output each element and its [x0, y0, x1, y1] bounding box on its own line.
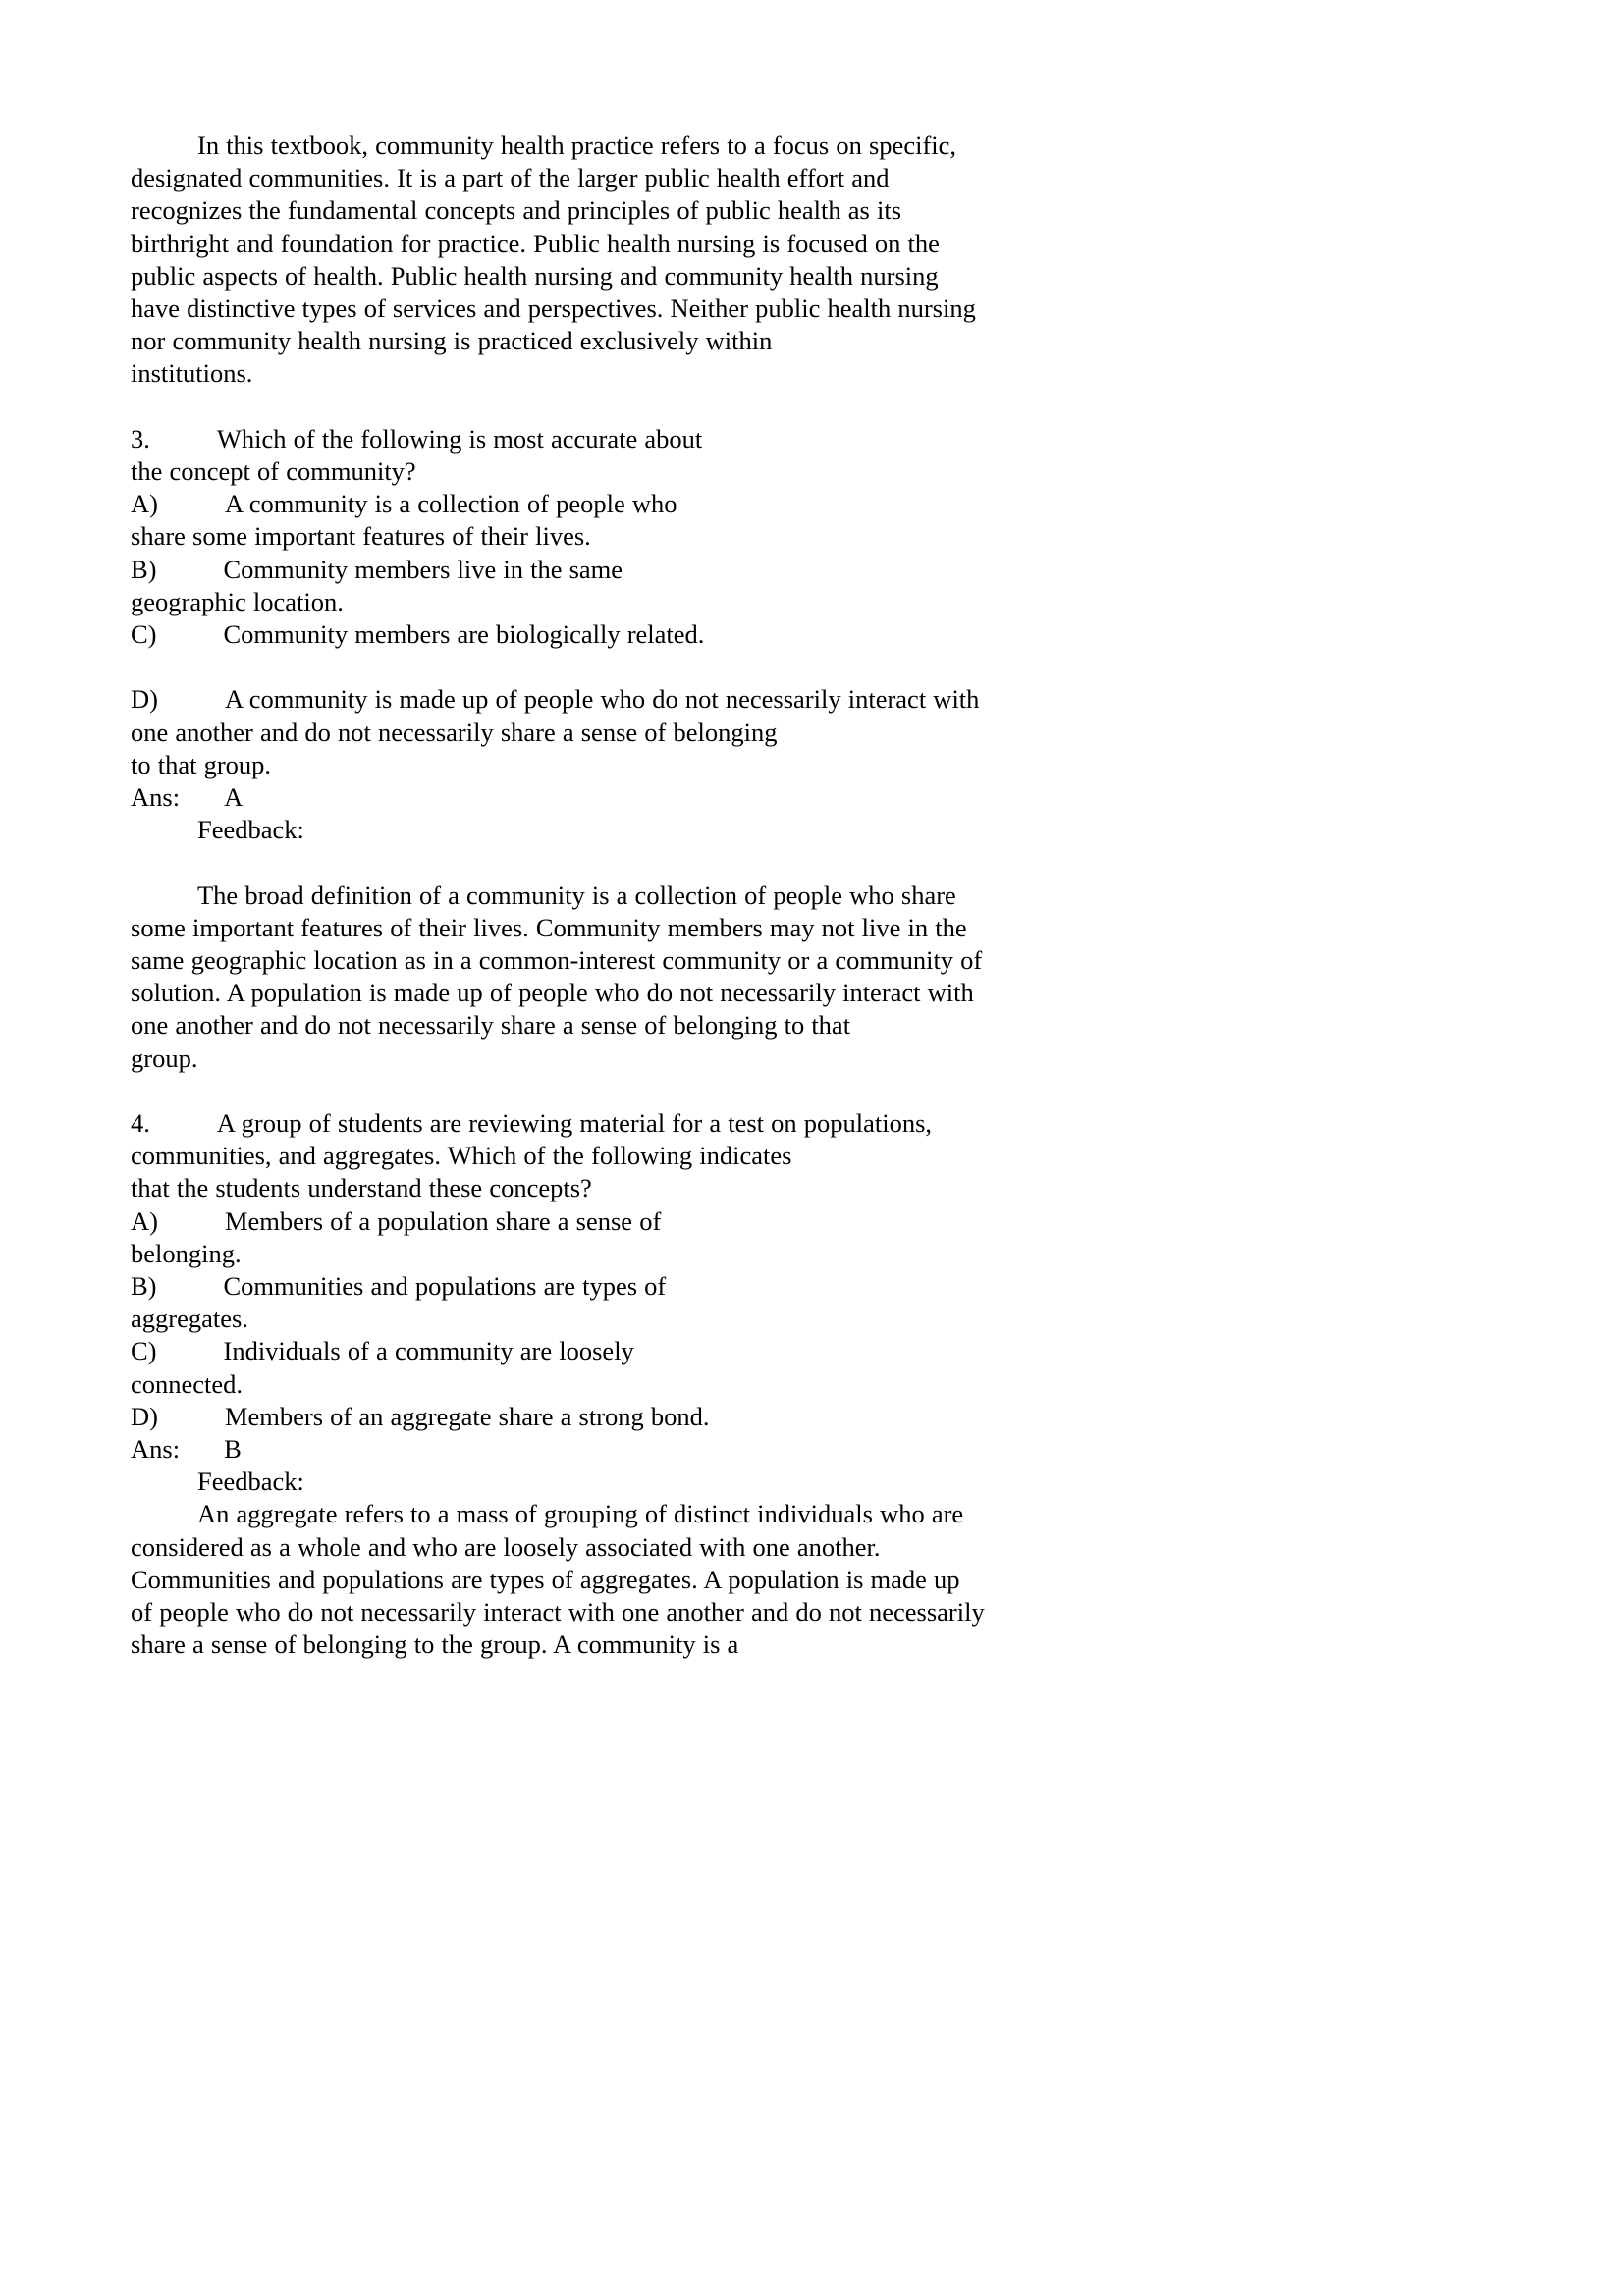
- question-4-option-a-continuation: belonging.: [131, 1238, 242, 1268]
- option-b-text: Community members live in the same: [223, 554, 623, 584]
- question-4-option-c-continuation: connected.: [131, 1368, 244, 1399]
- question-4-stem-continuation: that the students understand these concepts?: [131, 1173, 592, 1203]
- option-letter-a: A): [131, 489, 158, 519]
- question-4-option-b-continuation: aggregates.: [131, 1304, 248, 1334]
- option-letter-b: B): [131, 1271, 157, 1302]
- option-c-text: Community members are biologically related.: [223, 619, 705, 650]
- spacer: [131, 651, 985, 683]
- question-4-option-a: [131, 1205, 985, 1238]
- document-text-block: [131, 130, 992, 1661]
- question-3-stem: Which of the following is most accurate about: [216, 423, 703, 454]
- option-letter-c: C): [131, 1336, 157, 1366]
- spacer: [131, 391, 985, 423]
- question-3-number: 3.: [131, 423, 150, 454]
- option-letter-a: A): [131, 1205, 158, 1236]
- question-3-option-d-continuation: to that group.: [131, 749, 272, 779]
- question-4-stem-line: [131, 1107, 985, 1172]
- question-3-option-b-continuation: geographic location.: [131, 586, 344, 616]
- option-b-text: Communities and populations are types of: [223, 1271, 667, 1302]
- question-3-feedback-last-line: group.: [131, 1042, 198, 1073]
- question-3-answer-line: [131, 781, 985, 814]
- question-3-feedback-label: Feedback:: [197, 815, 304, 845]
- option-a-text: A community is a collection of people who: [224, 489, 677, 519]
- option-a-text: Members of a population share a sense of: [224, 1205, 662, 1236]
- question-3-option-b: [131, 554, 985, 586]
- option-letter-d: D): [131, 684, 158, 715]
- question-3-option-a-continuation: share some important features of their lives.: [131, 521, 591, 552]
- option-letter-b: B): [131, 554, 157, 584]
- question-3-feedback-text: The broad definition of a community is a collection of people who share some important features of their lives. Community members may not live in the same geographic location as in a common-interest community or a community of solution. A population is made up of people who do not necessarily interact with one another and do not necessarily share a sense of belonging to that: [131, 880, 990, 1041]
- spacer: [131, 846, 985, 879]
- answer-value: B: [224, 1434, 242, 1465]
- question-4-number: 4.: [131, 1108, 150, 1139]
- question-3-stem-continuation: the concept of community?: [131, 456, 416, 487]
- answer-label: Ans:: [131, 782, 181, 813]
- intro-last-line: institutions.: [131, 358, 253, 389]
- option-d-text: Members of an aggregate share a strong bond.: [224, 1401, 710, 1431]
- question-3-stem-line: [131, 423, 985, 455]
- answer-label: Ans:: [131, 1434, 181, 1465]
- option-c-text: Individuals of a community are loosely: [223, 1336, 634, 1366]
- question-4-feedback-text: An aggregate refers to a mass of grouping of distinct individuals who are considered as a whole and who are loosely associated with one another. Communities and populations are types of aggregates. A population is made up of people who do not necessarily interact with one another and do not necessarily share a sense of belonging to the group. A community is a: [131, 1499, 992, 1660]
- question-3-option-a: [131, 488, 985, 520]
- answer-value: A: [224, 782, 244, 813]
- question-4-stem: A group of students are reviewing material for a test on populations, communities, and aggregates. Which of the following indicates: [131, 1108, 940, 1171]
- question-4-feedback-label: Feedback:: [197, 1467, 304, 1497]
- intro-paragraph: In this textbook, community health practice refers to a focus on specific, designated communities. It is a part of the larger public health effort and recognizes the fundamental concepts and principles of public health as its birthright and foundation for practice. Public health nursing is focused on the public aspects of health. Public health nursing and community health nursing have distinctive types of services and perspectives. Neither public health nursing nor community health nursing is practiced exclusively within: [131, 131, 983, 356]
- question-4-option-c: [131, 1335, 985, 1367]
- question-4-answer-line: [131, 1433, 985, 1466]
- option-letter-c: C): [131, 619, 157, 650]
- question-4-option-d: [131, 1401, 985, 1433]
- question-4-option-b: [131, 1270, 985, 1303]
- question-3-option-d: [131, 683, 985, 748]
- option-d-text: A community is made up of people who do not necessarily interact with one another and do not necessarily share a sense of belonging: [131, 684, 987, 747]
- option-letter-d: D): [131, 1401, 158, 1431]
- spacer: [131, 1075, 985, 1107]
- question-3-option-c: [131, 618, 985, 651]
